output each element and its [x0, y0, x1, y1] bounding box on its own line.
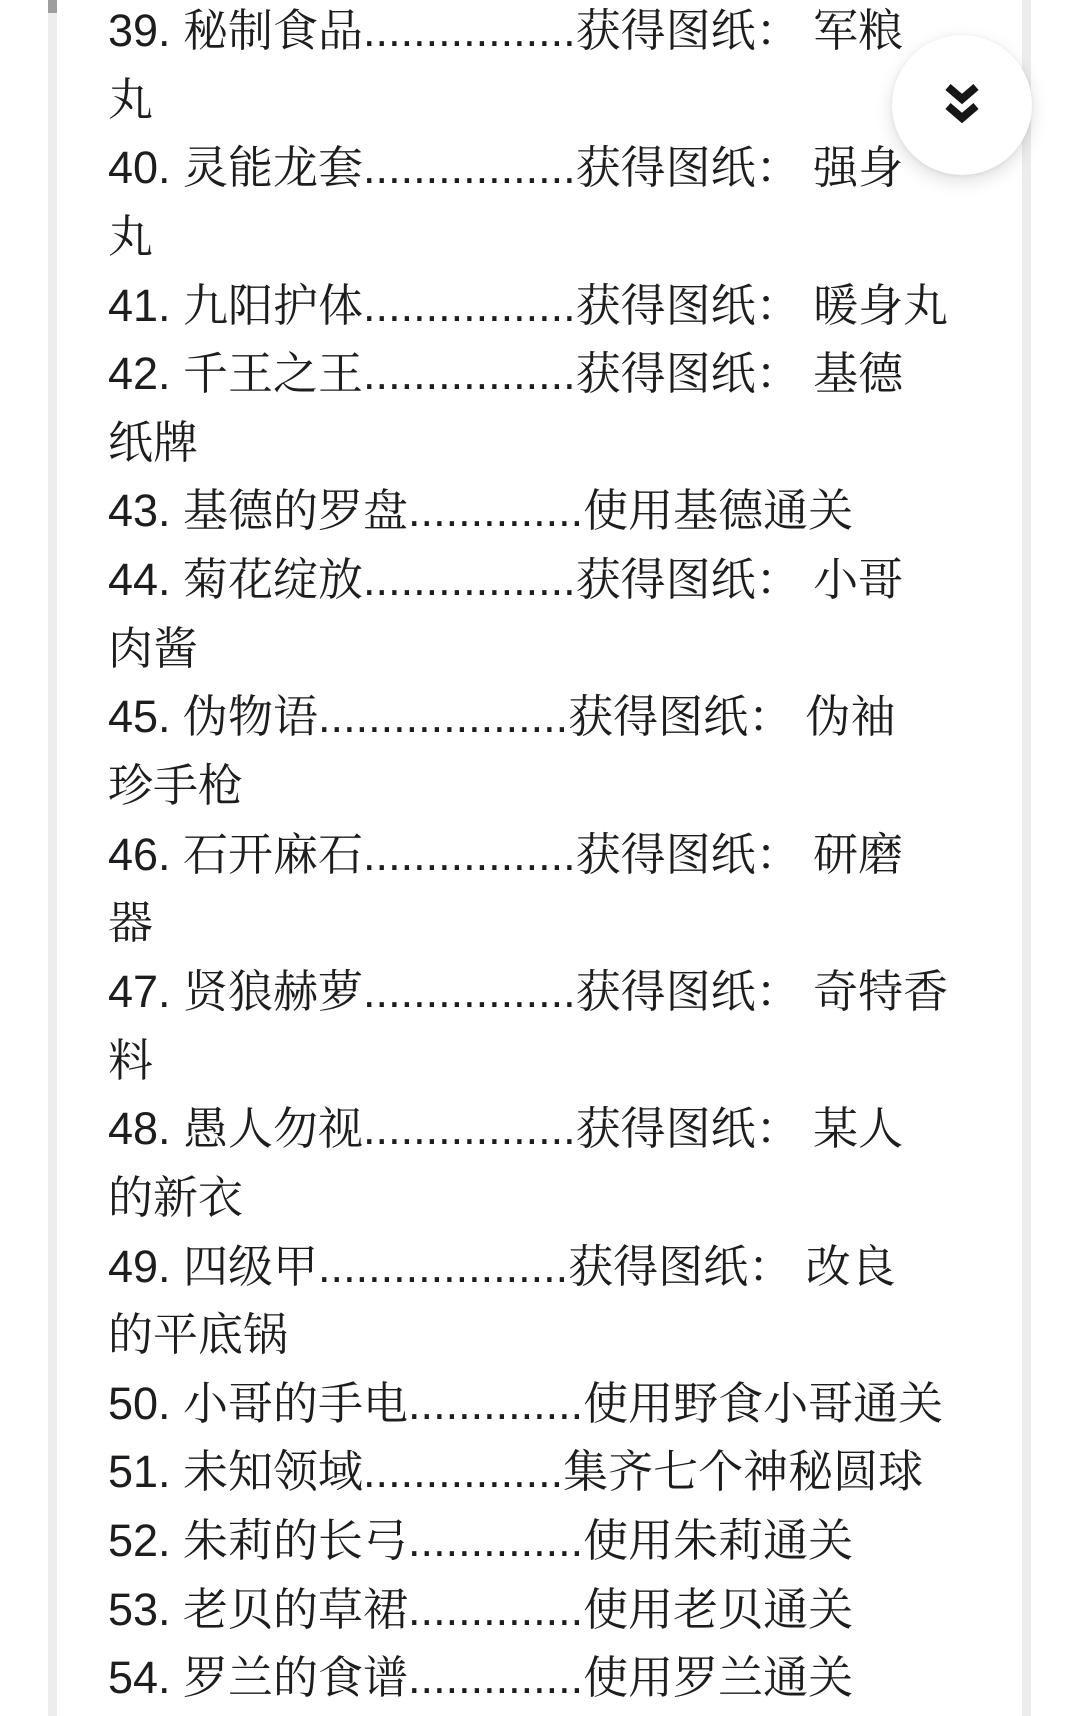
list-item	[108, 1507, 1038, 1576]
list-line: 42. 千王之王.................获得图纸： 基德	[108, 348, 904, 400]
list-line: 珍手枪	[108, 760, 244, 812]
list-line: 41. 九阳护体.................获得图纸： 暖身丸	[108, 279, 949, 331]
left-page-edge	[48, 0, 57, 1716]
list-line: 丸	[108, 73, 154, 125]
list-line: 54. 罗兰的食谱..............使用罗兰通关	[108, 1652, 854, 1704]
scroll-down-button[interactable]	[892, 35, 1032, 175]
list-item	[108, 958, 1038, 1095]
list-line: 45. 伪物语....................获得图纸： 伪袖	[108, 691, 896, 743]
list-item	[108, 683, 1038, 820]
double-chevron-down-icon	[944, 83, 980, 127]
list-line: 50. 小哥的手电..............使用野食小哥通关	[108, 1377, 944, 1429]
list-line: 49. 四级甲....................获得图纸： 改良	[108, 1240, 896, 1292]
list-line: 53. 老贝的草裙..............使用老贝通关	[108, 1583, 854, 1635]
list-line: 40. 灵能龙套.................获得图纸： 强身	[108, 142, 904, 194]
achievement-list	[108, 0, 1038, 1713]
list-line: 44. 菊花绽放.................获得图纸： 小哥	[108, 554, 904, 606]
list-line: 48. 愚人勿视.................获得图纸： 某人	[108, 1103, 904, 1155]
list-item	[108, 1438, 1038, 1507]
left-page-edge-top-cap	[48, 0, 57, 13]
list-item	[108, 1233, 1038, 1370]
list-line: 料	[108, 1034, 154, 1086]
list-line: 纸牌	[108, 416, 199, 468]
list-item	[108, 1644, 1038, 1713]
list-item	[108, 546, 1038, 683]
list-line: 52. 朱莉的长弓..............使用朱莉通关	[108, 1515, 854, 1567]
list-item	[108, 272, 1038, 341]
list-line: 47. 贤狼赫萝.................获得图纸： 奇特香	[108, 965, 949, 1017]
list-line: 51. 未知领域................集齐七个神秘圆球	[108, 1446, 924, 1498]
list-item	[108, 821, 1038, 958]
list-line: 肉酱	[108, 622, 199, 674]
list-line: 46. 石开麻石.................获得图纸： 研磨	[108, 828, 904, 880]
list-line: 43. 基德的罗盘..............使用基德通关	[108, 485, 854, 537]
list-line: 39. 秘制食品.................获得图纸： 军粮	[108, 5, 904, 56]
list-item	[108, 477, 1038, 546]
list-item	[108, 340, 1038, 477]
list-line: 的平底锅	[108, 1309, 289, 1361]
list-line: 器	[108, 897, 154, 949]
list-item	[108, 134, 1038, 271]
list-line: 的新衣	[108, 1171, 244, 1223]
list-line: 丸	[108, 210, 154, 262]
list-item	[108, 1095, 1038, 1232]
list-item	[108, 1576, 1038, 1645]
list-item	[108, 1370, 1038, 1439]
